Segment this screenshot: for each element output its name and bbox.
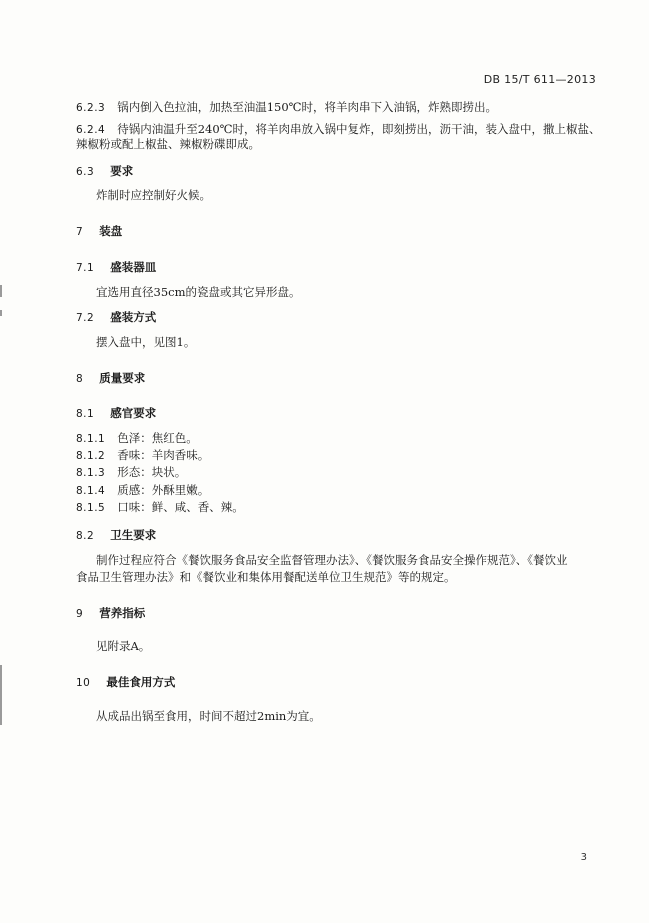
clause-6-2-4-cont: 辣椒粉或配上椒盐、辣椒粉碟即成。 — [76, 137, 260, 151]
section-title: 盛装器皿 — [110, 260, 157, 274]
section-number: 7.2 — [76, 312, 95, 324]
section-heading-7-2 — [76, 309, 156, 326]
section-body-8-2: 制作过程应符合《餐饮服务食品安全监督管理办法》、《餐饮服务食品安全操作规范》、《餐饮业 — [96, 553, 568, 567]
section-heading-8-2 — [76, 527, 156, 544]
clause-text: 质感：外酥里嫩。 — [117, 483, 210, 497]
section-body-6-3: 炸制时应控制好火候。 — [96, 188, 211, 202]
section-number: 9 — [76, 608, 84, 620]
section-number: 8.2 — [76, 530, 95, 542]
section-number: 6.3 — [76, 166, 95, 178]
section-title: 质量要求 — [99, 371, 146, 385]
clause-text: 待锅内油温升至240℃时，将羊肉串放入锅中复炸，即刻捞出，沥干油，装入盘中，撒上椒盐、 — [117, 122, 601, 136]
section-title: 卫生要求 — [110, 528, 157, 542]
scan-edge-mark — [0, 665, 2, 725]
section-title: 盛装方式 — [110, 310, 157, 324]
list-item — [76, 482, 209, 499]
scan-edge-mark — [0, 310, 2, 316]
clause-number: 8.1.5 — [76, 502, 106, 514]
clause-number: 8.1.4 — [76, 485, 106, 497]
section-body-7-1: 宜选用直径35cm的瓷盘或其它异形盘。 — [96, 285, 301, 299]
section-number: 8.1 — [76, 408, 95, 420]
list-item — [76, 464, 186, 481]
section-number: 10 — [76, 677, 91, 689]
clause-text: 色泽：焦红色。 — [117, 431, 198, 445]
clause-number: 8.1.3 — [76, 467, 106, 479]
list-item — [76, 499, 244, 516]
list-item — [76, 430, 198, 447]
section-body-9: 见附录A。 — [96, 639, 151, 653]
section-number: 7.1 — [76, 262, 95, 274]
section-title: 最佳食用方式 — [106, 675, 176, 689]
scan-edge-mark — [0, 285, 2, 297]
section-heading-8 — [76, 370, 145, 387]
section-body-8-2-cont: 食品卫生管理办法》和《餐饮业和集体用餐配送单位卫生规范》等的规定。 — [76, 570, 456, 584]
section-heading-7 — [76, 223, 122, 240]
section-title: 装盘 — [99, 224, 123, 238]
section-title: 营养指标 — [99, 606, 146, 620]
page-number: 3 — [580, 852, 587, 863]
section-body-10: 从成品出锅至食用，时间不超过2min为宜。 — [96, 709, 321, 723]
clause-number: 6.2.4 — [76, 124, 106, 136]
list-item — [76, 447, 209, 464]
section-body-7-2: 摆入盘中，见图1。 — [96, 335, 196, 349]
section-title: 要求 — [110, 164, 134, 178]
clause-number: 6.2.3 — [76, 102, 106, 114]
section-heading-6-3 — [76, 163, 133, 180]
standard-code: DB 15/T 611—2013 — [483, 73, 596, 86]
section-heading-8-1 — [76, 405, 156, 422]
section-number: 8 — [76, 373, 84, 385]
section-heading-10 — [76, 674, 175, 691]
clause-number: 8.1.1 — [76, 433, 106, 445]
section-heading-9 — [76, 605, 145, 622]
clause-text: 口味：鲜、咸、香、辣。 — [117, 500, 244, 514]
clause-number: 8.1.2 — [76, 450, 106, 462]
clause-6-2-3 — [76, 99, 497, 116]
clause-text: 锅内倒入色拉油，加热至油温150℃时，将羊肉串下入油锅，炸熟即捞出。 — [117, 100, 498, 114]
clause-text: 形态：块状。 — [117, 465, 187, 479]
section-number: 7 — [76, 226, 84, 238]
section-title: 感官要求 — [110, 406, 157, 420]
section-heading-7-1 — [76, 259, 156, 276]
clause-text: 香味：羊肉香味。 — [117, 448, 210, 462]
